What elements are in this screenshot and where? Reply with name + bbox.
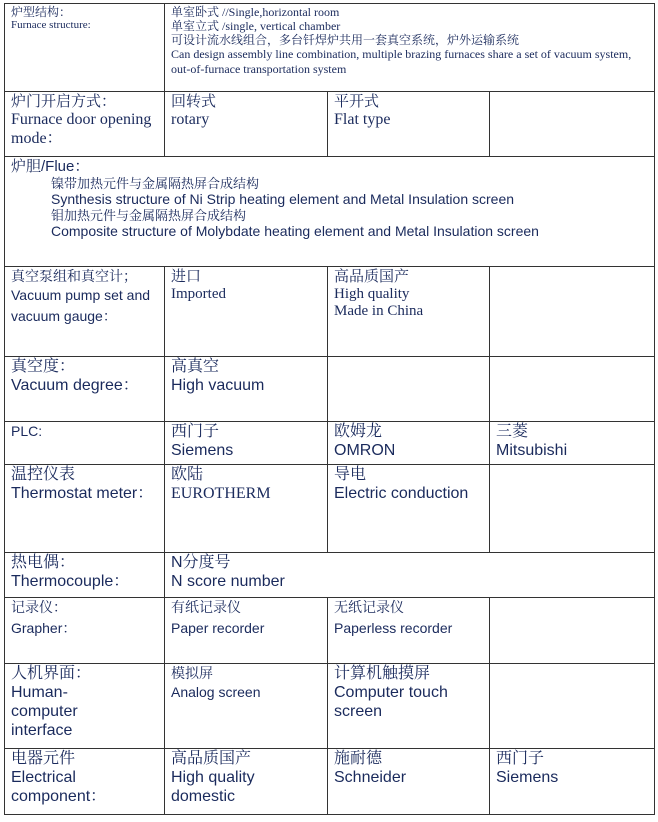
grapher-option-paperless-cn: 无纸记录仪 [334,599,404,615]
furnace-structure-label-cell [5,4,165,92]
plc-option-mitsubishi-cn: 三菱 [496,423,529,440]
door-option-rotary-cell [165,92,328,157]
plc-label-cell [5,422,165,465]
thermocouple-label-cn: 热电偶： [11,554,76,571]
grapher-option-paperless-cell [328,598,490,664]
row-electrical [5,749,655,815]
pump-option-domestic-cn: 高品质国产 [334,268,410,285]
electrical-option-siemens-cn: 西门子 [496,750,545,767]
electrical-label-cell [5,749,165,815]
thermostat-option-electric-cn: 导电 [334,466,367,483]
door-label-en: Furnace door opening mode： [11,110,152,147]
grapher-option-paper-cell [165,598,328,664]
thermocouple-option-en: N score number [171,572,285,590]
plc-option-omron-cell [328,422,490,465]
plc-option-siemens-cn: 西门子 [171,423,220,440]
thermocouple-label-cell [5,553,165,598]
grapher-label-cn: 记录仪： [11,599,67,615]
pump-option-domestic-cell [328,267,490,357]
vacuum-option-high-en: High vacuum [171,376,265,394]
grapher-option-paperless-en: Paperless recorder [334,619,453,636]
hmi-label-cn: 人机界面： [11,665,92,682]
furnace-structure-option-3-cn: 可设计流水线组合，多台钎焊炉共用一套真空系统，炉外运输系统 [171,33,520,48]
thermostat-option-eurotherm-cell [165,465,328,553]
hmi-option-analog-en: Analog screen [171,683,261,700]
electrical-option-schneider-en: Schneider [334,768,407,786]
row-furnace-structure [5,4,655,92]
pump-label-cell [5,267,165,357]
plc-option-omron-cn: 欧姆龙 [334,423,383,440]
row-thermostat [5,465,655,553]
thermostat-label-cn: 温控仪表 [11,466,76,483]
row-thermocouple [5,553,655,598]
thermostat-label-cell [5,465,165,553]
plc-option-siemens-cell [165,422,328,465]
thermostat-option-electric-cell [328,465,490,553]
vacuum-label-cell [5,357,165,422]
flue-option-2-cn: 钼加热元件与金属隔热屏合成结构 [51,207,247,223]
electrical-option-siemens-en: Siemens [496,768,559,786]
thermocouple-value-cell [165,553,655,598]
door-option-rotary-en: rotary [171,110,210,128]
pump-option-domestic-en-1: High quality [334,285,410,302]
grapher-label-en: Grapher： [11,619,77,636]
thermocouple-label-en: Thermocouple： [11,572,130,590]
electrical-option-schneider-cn: 施耐德 [334,750,383,767]
hmi-option-touch-en: Computer touch screen [334,683,448,720]
vacuum-empty-cell-2 [490,357,655,422]
hmi-option-touch-cn: 计算机触摸屏 [334,665,431,682]
plc-label: PLC: [11,423,43,439]
pump-empty-cell [490,267,655,357]
door-option-rotary-cn: 回转式 [171,93,217,110]
grapher-label-cell [5,598,165,664]
row-grapher [5,598,655,664]
flue-option-1-cn: 镍带加热元件与金属隔热屏合成结构 [51,175,260,191]
pump-option-imported-cell [165,267,328,357]
row-vacuum-degree [5,357,655,422]
grapher-empty-cell [490,598,655,664]
plc-option-siemens-en: Siemens [171,441,234,459]
hmi-option-analog-cn: 模拟屏 [171,665,213,681]
thermocouple-option-cn: N分度号 [171,554,231,571]
thermostat-empty-cell [490,465,655,553]
hmi-label-en: Human-computer interface [11,683,78,739]
vacuum-label-cn: 真空度： [11,358,76,375]
grapher-option-paper-en: Paper recorder [171,619,265,636]
row-vacuum-pump [5,267,655,357]
flue-label: 炉胆/Flue： [11,158,90,175]
pump-label-en: Vacuum pump set and vacuum gauge： [11,286,151,325]
plc-option-mitsubishi-en: Mitsubishi [496,441,568,459]
pump-option-domestic-en-2: Made in China [334,303,424,320]
furnace-structure-label-en: Furnace structure: [11,19,91,32]
hmi-option-analog-cell [165,664,328,749]
furnace-structure-option-1: 单室卧式 //Single,horizontal room [171,5,340,19]
door-empty-cell [490,92,655,157]
electrical-option-siemens-cell [490,749,655,815]
thermostat-option-eurotherm-cn: 欧陆 [171,466,204,483]
row-furnace-door [5,92,655,157]
row-hmi [5,664,655,749]
row-flue [5,157,655,267]
pump-option-imported-cn: 进口 [171,268,202,285]
electrical-label-en: Electrical component： [11,768,107,805]
furnace-structure-option-3-en: Can design assembly line combination, multiple brazing furnaces share a set of vacuum system, out-of-furnace transportation system [171,47,632,76]
door-option-flat-cn: 平开式 [334,93,380,110]
electrical-option-domestic-en: High quality domestic [171,768,255,805]
thermostat-option-eurotherm-en: EUROTHERM [171,484,271,502]
door-option-flat-cell [328,92,490,157]
plc-option-omron-en: OMRON [334,441,396,459]
hmi-label-cell [5,664,165,749]
furnace-spec-table [4,3,655,815]
vacuum-label-en: Vacuum degree： [11,376,139,394]
furnace-structure-value-cell [165,4,655,92]
flue-cell [5,157,655,267]
plc-option-mitsubishi-cell [490,422,655,465]
furnace-structure-label-cn: 炉型结构： [11,5,72,19]
vacuum-empty-cell-1 [328,357,490,422]
electrical-label-cn: 电器元件 [11,750,76,767]
vacuum-option-high-cn: 高真空 [171,358,220,375]
door-label-cn: 炉门开启方式： [11,93,117,110]
door-option-flat-en: Flat type [334,110,391,128]
thermostat-label-en: Thermostat meter： [11,484,154,502]
thermostat-option-electric-en: Electric conduction [334,484,469,502]
electrical-option-schneider-cell [328,749,490,815]
electrical-option-domestic-cn: 高品质国产 [171,750,252,767]
pump-option-imported-en: Imported [171,285,226,302]
pump-label-cn: 真空泵组和真空计； [11,268,137,284]
furnace-structure-option-2: 单室立式 /single, vertical chamber [171,19,341,34]
hmi-option-touch-cell [328,664,490,749]
flue-option-1-en: Synthesis structure of Ni Strip heating element and Metal Insulation screen [51,191,515,208]
grapher-option-paper-cn: 有纸记录仪 [171,599,241,615]
row-plc [5,422,655,465]
flue-option-2-en: Composite structure of Molybdate heating element and Metal Insulation screen [51,222,539,239]
door-label-cell [5,92,165,157]
vacuum-option-high-cell [165,357,328,422]
electrical-option-domestic-cell [165,749,328,815]
hmi-empty-cell [490,664,655,749]
